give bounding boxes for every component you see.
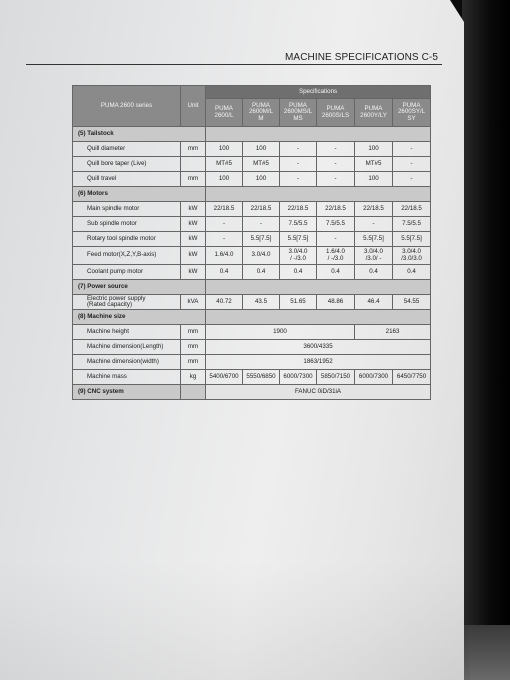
row-label: Sub spindle motor	[73, 217, 181, 232]
row-unit: kW	[181, 232, 206, 247]
section-title: (5) Tailstock	[73, 127, 206, 142]
value-cell: 3.0/4.0 / -/3.0	[280, 247, 317, 265]
value-cell: -	[393, 157, 431, 172]
value-cell: 7.5/5.5	[393, 217, 431, 232]
section-fill	[206, 127, 431, 142]
value-cell: 40.72	[206, 295, 243, 310]
value-cell: 100	[206, 142, 243, 157]
value-cell: 5.5[7.5]	[393, 232, 431, 247]
value-cell: 6000/7300	[355, 370, 393, 385]
value-cell: 5400/6700	[206, 370, 243, 385]
value-cell: 6000/7300	[280, 370, 317, 385]
value-cell: -	[280, 172, 317, 187]
table-row	[73, 157, 431, 172]
value-cell-merged: 1900	[206, 325, 355, 340]
model-header-cell: PUMA 2600Y/LY	[355, 99, 393, 127]
value-cell: 5.5[7.5]	[355, 232, 393, 247]
value-cell: 54.55	[393, 295, 431, 310]
value-cell: 5.5[7.5]	[280, 232, 317, 247]
value-cell: 43.5	[243, 295, 280, 310]
row-unit: mm	[181, 325, 206, 340]
value-cell: 100	[206, 172, 243, 187]
header-rule	[26, 64, 442, 65]
value-cell: 0.4	[280, 265, 317, 280]
value-cell: 22/18.5	[206, 202, 243, 217]
section-row	[73, 310, 431, 325]
value-cell: 5.5[7.5]	[243, 232, 280, 247]
row-unit: kW	[181, 247, 206, 265]
specifications-header: Specifications	[206, 86, 431, 99]
value-cell: 0.4	[206, 265, 243, 280]
table-row	[73, 355, 431, 370]
page-header-title: MACHINE SPECIFICATIONS C-5	[285, 52, 438, 63]
section-row	[73, 385, 431, 400]
row-label: Machine height	[73, 325, 181, 340]
value-cell: 3.0/4.0 /3.0/ -	[355, 247, 393, 265]
value-cell: 0.4	[243, 265, 280, 280]
row-label: Coolant pump motor	[73, 265, 181, 280]
value-cell: 22/18.5	[317, 202, 355, 217]
value-cell: 7.5/5.5	[280, 217, 317, 232]
row-label: Quill travel	[73, 172, 181, 187]
value-cell: 0.4	[393, 265, 431, 280]
table-row	[73, 370, 431, 385]
section-row	[73, 127, 431, 142]
value-cell: 7.5/5.5	[317, 217, 355, 232]
row-label: Electric power supply (Rated capacity)	[73, 295, 181, 310]
section-unit-blank	[181, 385, 206, 400]
value-cell: -	[317, 232, 355, 247]
value-cell: 100	[355, 172, 393, 187]
value-cell: 22/18.5	[280, 202, 317, 217]
specifications-body	[73, 127, 431, 400]
section-fill	[206, 280, 431, 295]
unit-header: Unit	[181, 86, 206, 127]
value-cell: 51.65	[280, 295, 317, 310]
value-cell: -	[206, 217, 243, 232]
value-cell: 3.0/4.0	[243, 247, 280, 265]
row-label: Machine mass	[73, 370, 181, 385]
row-unit: kW	[181, 265, 206, 280]
value-cell: 6450/7750	[393, 370, 431, 385]
value-cell: -	[393, 142, 431, 157]
table-row	[73, 340, 431, 355]
value-cell: 22/18.5	[243, 202, 280, 217]
row-label: Quill diameter	[73, 142, 181, 157]
table-row	[73, 172, 431, 187]
value-cell: 22/18.5	[355, 202, 393, 217]
specifications-table	[72, 85, 431, 400]
row-unit: mm	[181, 142, 206, 157]
row-unit: mm	[181, 355, 206, 370]
model-header-cell: PUMA 2600S/LS	[317, 99, 355, 127]
value-cell: MT#5	[355, 157, 393, 172]
value-cell: -	[280, 142, 317, 157]
row-label: Machine dimension(width)	[73, 355, 181, 370]
value-cell: 1.6/4.0 / -/3.0	[317, 247, 355, 265]
value-cell: 46.4	[355, 295, 393, 310]
row-label: Quill bore taper (Live)	[73, 157, 181, 172]
value-cell: -	[243, 217, 280, 232]
table-row	[73, 265, 431, 280]
row-unit: kVA	[181, 295, 206, 310]
row-label: Main spindle motor	[73, 202, 181, 217]
section-fill	[206, 310, 431, 325]
model-header-cell: PUMA 2600MS/L MS	[280, 99, 317, 127]
table-row	[73, 232, 431, 247]
section-row	[73, 280, 431, 295]
value-cell: MT#5	[206, 157, 243, 172]
value-cell: -	[317, 172, 355, 187]
value-cell: 1.6/4.0	[206, 247, 243, 265]
section-title: (9) CNC system	[73, 385, 181, 400]
value-cell: 0.4	[317, 265, 355, 280]
value-cell-merged: 3600/4335	[206, 340, 431, 355]
value-cell-merged: 2163	[355, 325, 431, 340]
value-cell: 100	[243, 142, 280, 157]
table-row	[73, 295, 431, 310]
section-fill	[206, 187, 431, 202]
section-row	[73, 187, 431, 202]
row-label: Machine dimension(Length)	[73, 340, 181, 355]
value-cell: 100	[355, 142, 393, 157]
table-row	[73, 142, 431, 157]
row-unit: kg	[181, 370, 206, 385]
value-cell-merged: 1863/1952	[206, 355, 431, 370]
value-cell: 5850/7150	[317, 370, 355, 385]
model-header-cell: PUMA 2600/L	[206, 99, 243, 127]
row-unit: mm	[181, 340, 206, 355]
value-cell: -	[280, 157, 317, 172]
value-cell: -	[317, 142, 355, 157]
value-cell: 0.4	[355, 265, 393, 280]
value-cell: 22/18.5	[393, 202, 431, 217]
table-row	[73, 325, 431, 340]
row-unit: mm	[181, 172, 206, 187]
value-cell: 3.0/4.0 /3.0/3.0	[393, 247, 431, 265]
section-title: (8) Machine size	[73, 310, 206, 325]
model-header-cell: PUMA 2600M/L M	[243, 99, 280, 127]
value-cell: MT#5	[243, 157, 280, 172]
section-title: (7) Power source	[73, 280, 206, 295]
value-cell: 5550/6850	[243, 370, 280, 385]
row-unit: kW	[181, 202, 206, 217]
table-row	[73, 247, 431, 265]
value-cell: -	[393, 172, 431, 187]
background-shadow	[462, 0, 510, 680]
value-cell: 48.86	[317, 295, 355, 310]
row-unit: kW	[181, 217, 206, 232]
series-header: PUMA 2600 series	[73, 86, 181, 127]
value-cell: -	[317, 157, 355, 172]
table-row	[73, 202, 431, 217]
row-label: Rotary tool spindle motor	[73, 232, 181, 247]
page-shade	[0, 560, 470, 680]
value-cell: -	[355, 217, 393, 232]
table-row	[73, 217, 431, 232]
model-header-cell: PUMA 2600SY/L SY	[393, 99, 431, 127]
value-cell-merged: FANUC 0iD/31iA	[206, 385, 431, 400]
row-unit	[181, 157, 206, 172]
section-title: (6) Motors	[73, 187, 206, 202]
value-cell: -	[206, 232, 243, 247]
row-label: Feed motor(X,Z,Y,B-axis)	[73, 247, 181, 265]
value-cell: 100	[243, 172, 280, 187]
